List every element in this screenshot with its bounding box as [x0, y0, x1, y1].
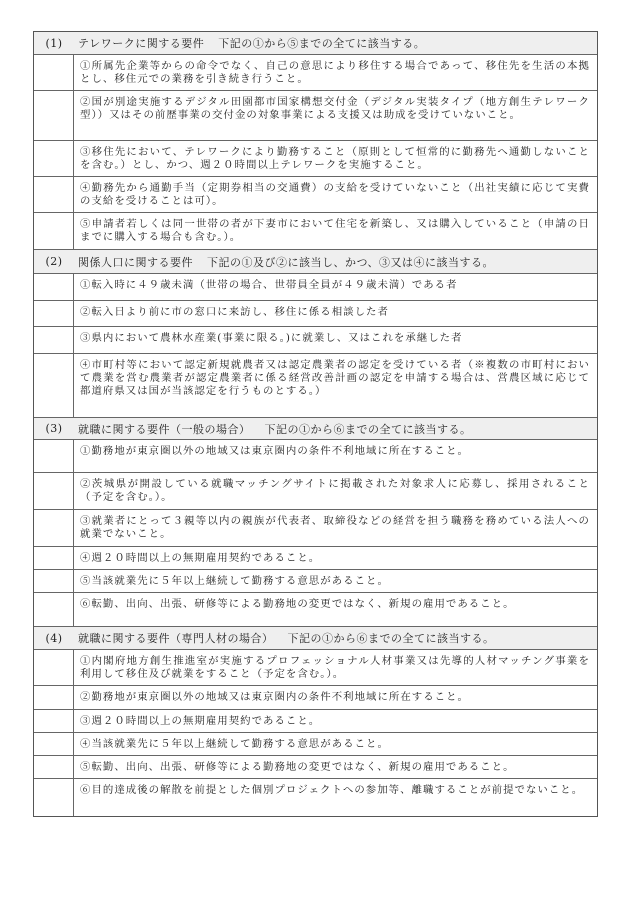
number-column-cell: [34, 440, 74, 472]
requirement-text: ②茨城県が開設している就職マッチングサイトに掲載された対象求人に応募し、採用されること（予定を含む。）。: [80, 478, 590, 503]
number-column-cell: [34, 141, 74, 176]
section-condition: 下記の①から⑥までの全てに該当する。: [287, 632, 495, 645]
number-column-cell: [34, 733, 74, 755]
requirement-row: [34, 547, 597, 570]
section-number: (2): [45, 255, 63, 268]
requirement-row: [34, 593, 597, 627]
requirement-row: [34, 733, 597, 756]
requirement-text: ①転入時に４９歳未満（世帯の場合、世帯員全員が４９歳未満）である者: [80, 279, 458, 291]
requirement-text: ②勤務地が東京圏以外の地域又は東京圏内の条件不利地域に所在すること。: [80, 691, 469, 703]
requirement-row: [34, 650, 597, 686]
requirement-text: ②転入日より前に市の窓口に来訪し、移住に係る相談した者: [80, 306, 389, 318]
number-column-cell: [34, 473, 74, 509]
number-column-cell: [34, 91, 74, 140]
requirement-row: [34, 756, 597, 779]
number-column-cell: [34, 354, 74, 417]
requirement-text: ③県内において農林水産業(事業に限る。)に就業し、又はこれを承継した者: [80, 332, 463, 344]
section-condition: 下記の①から⑤までの全てに該当する。: [218, 37, 426, 50]
section-title: 就職に関する要件（一般の場合）: [78, 422, 251, 436]
requirement-text: ④週２０時間以上の無期雇用契約であること。: [80, 552, 321, 564]
number-column-cell: [34, 686, 74, 709]
number-column-cell: [34, 593, 74, 626]
number-column-cell: [34, 301, 74, 326]
requirement-text: ⑤転勤、出向、出張、研修等による勤務地の変更ではなく、新規の雇用であること。: [80, 761, 515, 773]
requirement-row: [34, 91, 597, 141]
requirement-text: ⑥目的達成後の解散を前提とした個別プロジェクトへの参加等、離職することが前提でないこと。: [80, 784, 584, 796]
number-column-cell: [34, 327, 74, 353]
requirement-text: ①内閣府地方創生推進室が実施するプロフェッショナル人材事業又は先導的人材マッチング事業を利用して移住及び就業をすること（予定を含む。）。: [80, 655, 590, 680]
section-condition: 下記の①から⑥までの全てに該当する。: [264, 422, 472, 436]
requirement-row: [34, 510, 597, 547]
number-column-cell: [34, 55, 74, 90]
requirement-row: [34, 177, 597, 213]
requirement-row: [34, 213, 597, 250]
section-title: テレワークに関する要件: [78, 37, 205, 50]
requirement-row: [34, 141, 597, 177]
requirement-row: [34, 779, 597, 816]
section-number: (3): [45, 422, 63, 435]
section-header: [34, 418, 597, 440]
requirement-text: ①所属先企業等からの命令でなく、自己の意思により移住する場合であって、移住先を生活の本拠とし、移住元での業務を引き続き行うこと。: [80, 60, 590, 85]
requirement-row: [34, 686, 597, 710]
requirement-row: [34, 570, 597, 593]
number-column-cell: [34, 177, 74, 212]
requirements-table: [33, 31, 598, 817]
number-column-cell: [34, 779, 74, 816]
requirement-text: ①勤務地が東京圏以外の地域又は東京圏内の条件不利地域に所在すること。: [80, 445, 469, 457]
requirement-row: [34, 301, 597, 327]
section-number: (4): [45, 631, 63, 645]
section-number: (1): [45, 36, 63, 50]
requirement-row: [34, 274, 597, 301]
requirement-text: ⑤申請者若しくは同一世帯の者が下妻市において住宅を新築し、又は購入していること（申請の日までに購入する場合も含む。）。: [80, 218, 590, 243]
requirement-text: ③移住先において、テレワークにより勤務すること（原則として恒常的に勤務先へ通勤しないことを含む。）とし、かつ、週２０時間以上テレワークを実施すること。: [80, 146, 590, 171]
section-header: [34, 627, 597, 650]
number-column-cell: [34, 213, 74, 249]
section-title: 関係人口に関する要件: [78, 255, 193, 269]
number-column-cell: [34, 650, 74, 685]
requirement-text: ②国が別途実施するデジタル田園都市国家構想交付金（デジタル実装タイプ（地方創生テレワーク型））又はその前歴事業の交付金の対象事業による支援又は助成を受けていないこと。: [80, 96, 590, 121]
number-column-cell: [34, 510, 74, 546]
requirement-row: [34, 327, 597, 354]
number-column-cell: [34, 570, 74, 592]
requirement-text: ③週２０時間以上の無期雇用契約であること。: [80, 715, 321, 727]
requirement-row: [34, 354, 597, 418]
requirement-text: ③就業者にとって３親等以内の親族が代表者、取締役などの経営を担う職務を務めている法人への就業でないこと。: [80, 515, 590, 540]
requirement-text: ④当該就業先に５年以上継続して勤務する意思があること。: [80, 738, 389, 750]
requirement-text: ④市町村等において認定新規就農者又は認定農業者の認定を受けている者（※複数の市町村において農業を営む農業者が認定農業者に係る経営改善計画の認定を申請する場合は、営農区域に応じて都道府県又は国が当該認定を行うものとする。）: [80, 359, 590, 397]
number-column-cell: [34, 710, 74, 732]
number-column-cell: [34, 756, 74, 778]
requirement-row: [34, 473, 597, 510]
requirement-text: ④勤務先から通勤手当（定期券相当の交通費）の支給を受けていないこと（出社実績に応じて実費の支給を受けることは可）。: [80, 182, 590, 207]
requirement-text: ⑥転勤、出向、出張、研修等による勤務地の変更ではなく、新規の雇用であること。: [80, 598, 515, 610]
section-header: [34, 250, 597, 274]
requirement-text: ⑤当該就業先に５年以上継続して勤務する意思があること。: [80, 575, 389, 587]
requirement-row: [34, 55, 597, 91]
section-condition: 下記の①及び②に該当し、かつ、③又は④に該当する。: [207, 255, 495, 269]
requirement-row: [34, 710, 597, 733]
number-column-cell: [34, 274, 74, 300]
section-title: 就職に関する要件（専門人材の場合）: [78, 632, 274, 645]
section-header: [34, 32, 597, 55]
requirement-row: [34, 440, 597, 473]
number-column-cell: [34, 547, 74, 569]
